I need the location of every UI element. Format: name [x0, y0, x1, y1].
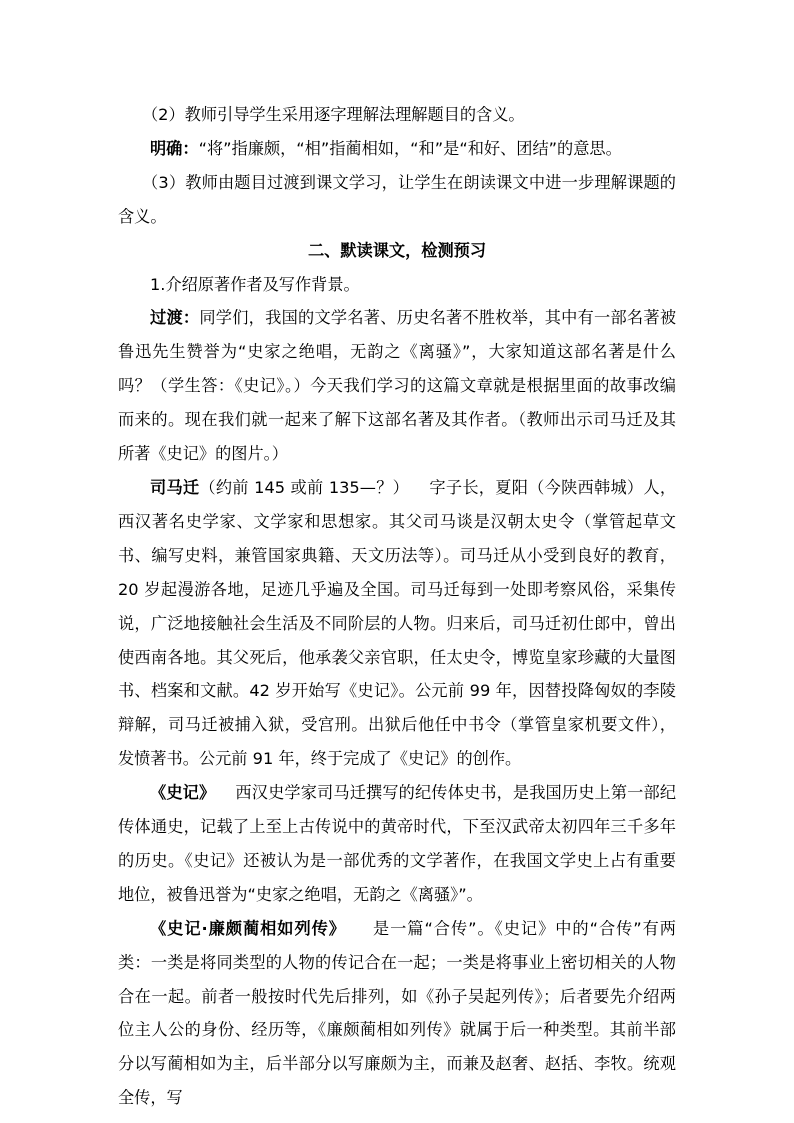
clarification-label: 明确： [150, 138, 199, 158]
sima-qian-paragraph [118, 471, 676, 776]
sima-qian-years: （约前 145 或前 135—？） [199, 477, 410, 497]
step-2-paragraph: （2）教师引导学生采用逐字理解法理解题目的含义。 [142, 105, 525, 124]
transition-text: 同学们，我国的文学名著、历史名著不胜枚举，其中有一部名著被鲁迅先生赞誉为“史家之绝唱，无韵之《离骚》”，大家知道这部名著是什么吗？（学生答：《史记》。）今天我们学习的这篇文章就是根据里面的故事改编而来的。现在我们就一起来了解下这部名著及其作者。（教师出示司马迁及其所著《史记》的图片。） [118, 308, 677, 464]
shiji-paragraph [118, 776, 676, 912]
clarification-paragraph [118, 132, 676, 166]
biography-label: 《史记·廉颇蔺相如列传》 [150, 918, 346, 938]
step-3-paragraph: （3）教师由题目过渡到课文学习，让学生在朗读课文中进一步理解课题的含义。 [118, 172, 676, 226]
biography-paragraph [118, 912, 676, 1115]
shiji-label: 《史记》 [150, 783, 216, 803]
sima-qian-label: 司马迁 [150, 477, 200, 497]
section-heading: 二、默读课文，检测预习 [307, 240, 487, 260]
transition-label: 过渡： [150, 308, 200, 328]
shiji-text: 西汉史学家司马迁撰写的纪传体史书，是我国历史上第一部纪传体通史，记载了上至上古传说中的黄帝时代，下至汉武帝太初四年三千多年的历史。《史记》还被认为是一部优秀的文学著作，在我国文学史上占有重要地位，被鲁迅誉为“史家之绝唱，无韵之《离骚》”。 [118, 783, 677, 904]
clarification-text: “将”指廉颇，“相”指蔺相如，“和”是“和好、团结”的意思。 [198, 138, 622, 158]
sima-qian-text: 字子长，夏阳（今陕西韩城）人，西汉著名史学家、文学家和思想家。其父司马谈是汉朝太史令（掌管起草文书、编写史料，兼管国家典籍、天文历法等）。司马迁从小受到良好的教育，20 岁起漫游各地，足迹几乎遍及全国。司马迁每到一处即考察风俗，采集传说，广泛地接触社会生活及不同阶层的人物。归来后，司马迁初仕郎中，曾出使西南各地。其父死后，他承袭父亲官职，任太史令，博览皇家珍藏的大量图书、档案和文献。42 岁开始写《史记》。公元前 99 年，因替投降匈奴的李陵辩解，司马迁被捕入狱，受宫刑。出狱后他任中书令（掌管皇家机要文件），发愤著书。公元前 91 年，终于完成了《史记》的创作。 [118, 477, 677, 769]
document-page [118, 98, 676, 1115]
author-intro-paragraph: 1.介绍原著作者及写作背景。 [150, 274, 360, 294]
biography-text: 是一篇“合传”。《史记》中的“合传”有两类：一类是将同类型的人物的传记合在一起；一类是将事业上密切相关的人物合在一起。前者一般按时代先后排列，如《孙子吴起列传》；后者要先介绍两位主人公的身份、经历等，《廉颇蔺相如列传》就属于后一种类型。其前半部分以写蔺相如为主，后半部分以写廉颇为主，而兼及赵奢、赵括、李牧。统观全传，写 [118, 918, 676, 1108]
transition-paragraph [118, 301, 676, 471]
